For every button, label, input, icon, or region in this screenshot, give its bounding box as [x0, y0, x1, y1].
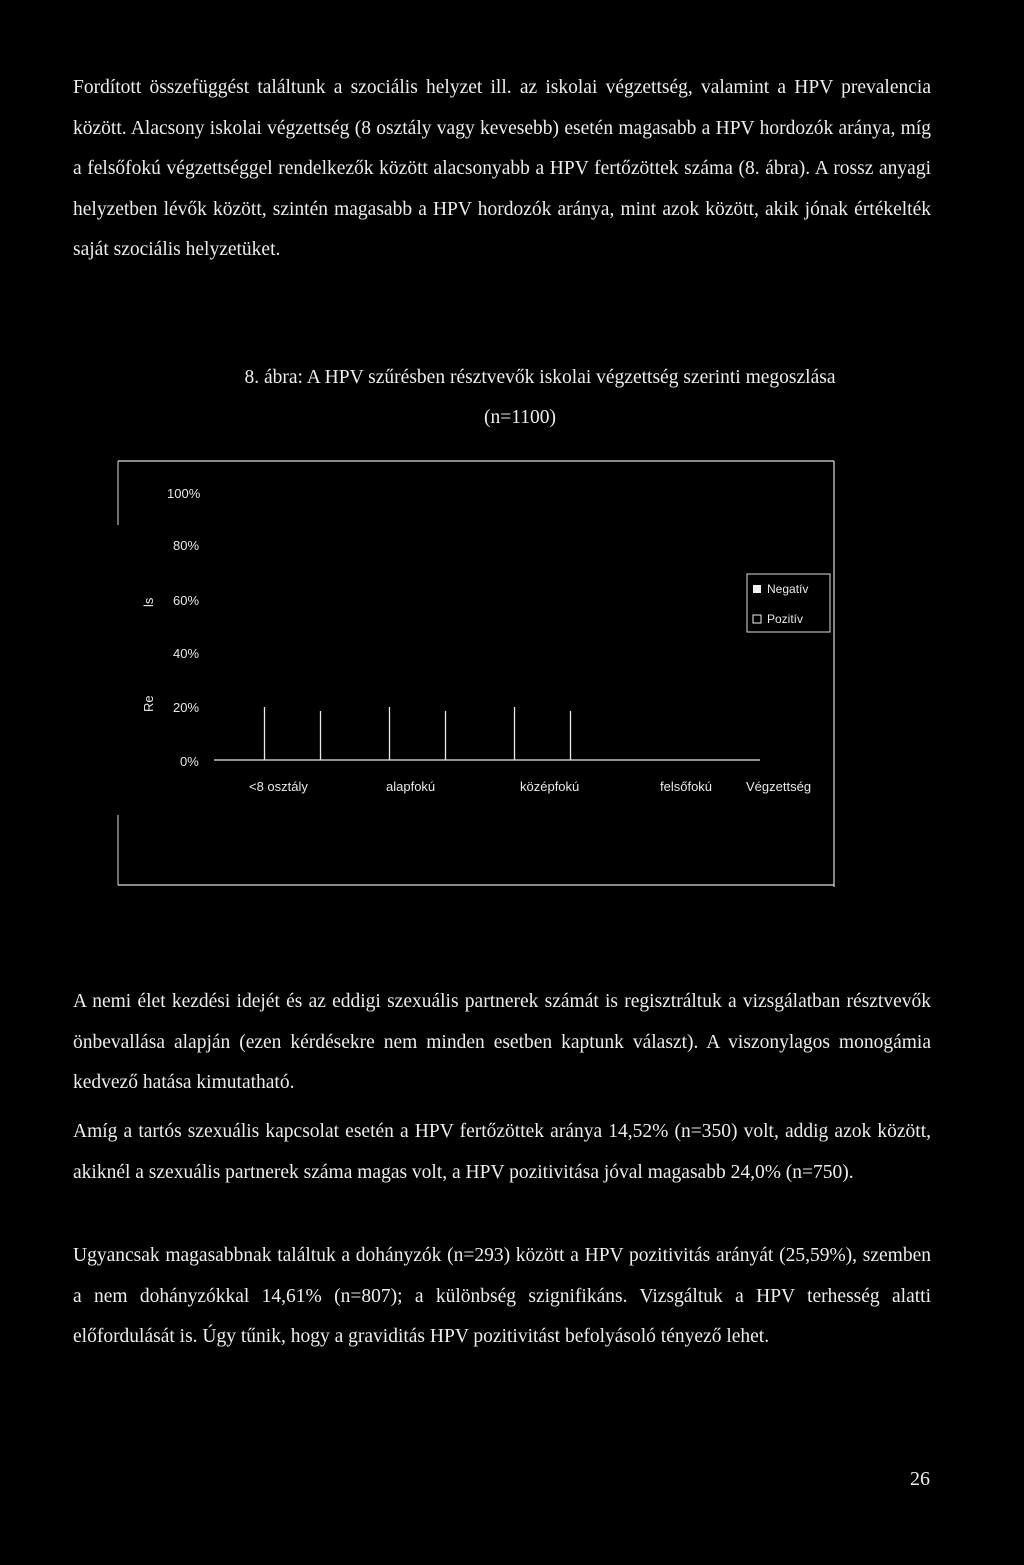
- page-number: 26: [910, 1468, 930, 1490]
- legend-swatch-positive: [753, 615, 761, 623]
- x-category-label: <8 osztály: [249, 779, 308, 794]
- y-tick-60: 60%: [173, 593, 200, 608]
- y-tick-80: 80%: [173, 538, 200, 553]
- chart-legend: [747, 574, 830, 632]
- figure-caption-sample-size: (n=1100): [483, 407, 556, 428]
- legend-label-negative: Negatív: [767, 582, 809, 596]
- x-category-label: felsőfokú: [660, 779, 713, 794]
- paragraph-smoking-pregnancy: Ugyancsak magasabbnak találtuk a dohányzók (n=293) között a HPV pozitivitás arányát (25,59%), szemben a nem dohányzókkal 14,61% (n=807); a különbség szignifikáns. Vizsgáltuk a HPV terhesség alatti előfordulását is. Úgy tűnik, hogy a graviditás HPV pozitivitást befolyásoló tényező lehet.: [73, 1245, 931, 1348]
- figure-caption: 8. ábra: A HPV szűrésben résztvevők iskolai végzettség szerinti megoszlása: [244, 367, 836, 388]
- y-axis-label-fragment-2: ls: [141, 597, 156, 607]
- y-axis-label-fragment-1: Re: [141, 695, 156, 712]
- y-tick-40: 40%: [173, 646, 200, 661]
- paragraph-sexual-history: A nemi élet kezdési idejét és az eddigi szexuális partnerek számát is regisztráltuk a vizsgálatban résztvevők önbevallása alapján (ezen kérdésekre nem minden esetben kaptunk választ). A viszonylagos monogámia kedvező hatása kimutatható.: [73, 991, 931, 1094]
- y-tick-100: 100%: [167, 486, 201, 501]
- bar-group: [265, 707, 571, 760]
- x-category-label: középfokú: [520, 779, 580, 794]
- y-tick-0: 0%: [180, 754, 199, 769]
- paragraph-social-status: Fordított összefüggést találtunk a szociális helyzet ill. az iskolai végzettség, valamint a HPV prevalencia között. Alacsony iskolai végzettség (8 osztály vagy kevesebb) esetén magasabb a HPV hordozók aránya, míg a felsőfokú végzettséggel rendelkezők között alacsonyabb a HPV fertőzöttek száma (8. ábra). A rossz anyagi helyzetben lévők között, szintén magasabb a HPV hordozók aránya, mint azok között, akik jónak értékelték saját szociális helyzetüket.: [73, 77, 931, 261]
- y-tick-20: 20%: [173, 700, 200, 715]
- x-axis-label: Végzettség: [746, 779, 812, 794]
- education-hpv-chart: [110, 455, 840, 895]
- legend-label-positive: Pozitív: [767, 612, 804, 626]
- legend-swatch-negative: [753, 585, 761, 593]
- paragraph-partners: Amíg a tartós szexuális kapcsolat esetén a HPV fertőzöttek aránya 14,52% (n=350) volt, addig azok között, akiknél a szexuális partnerek száma magas volt, a HPV pozitivitása jóval magasabb 24,0% (n=750).: [73, 1121, 931, 1183]
- x-category-label: alapfokú: [386, 779, 436, 794]
